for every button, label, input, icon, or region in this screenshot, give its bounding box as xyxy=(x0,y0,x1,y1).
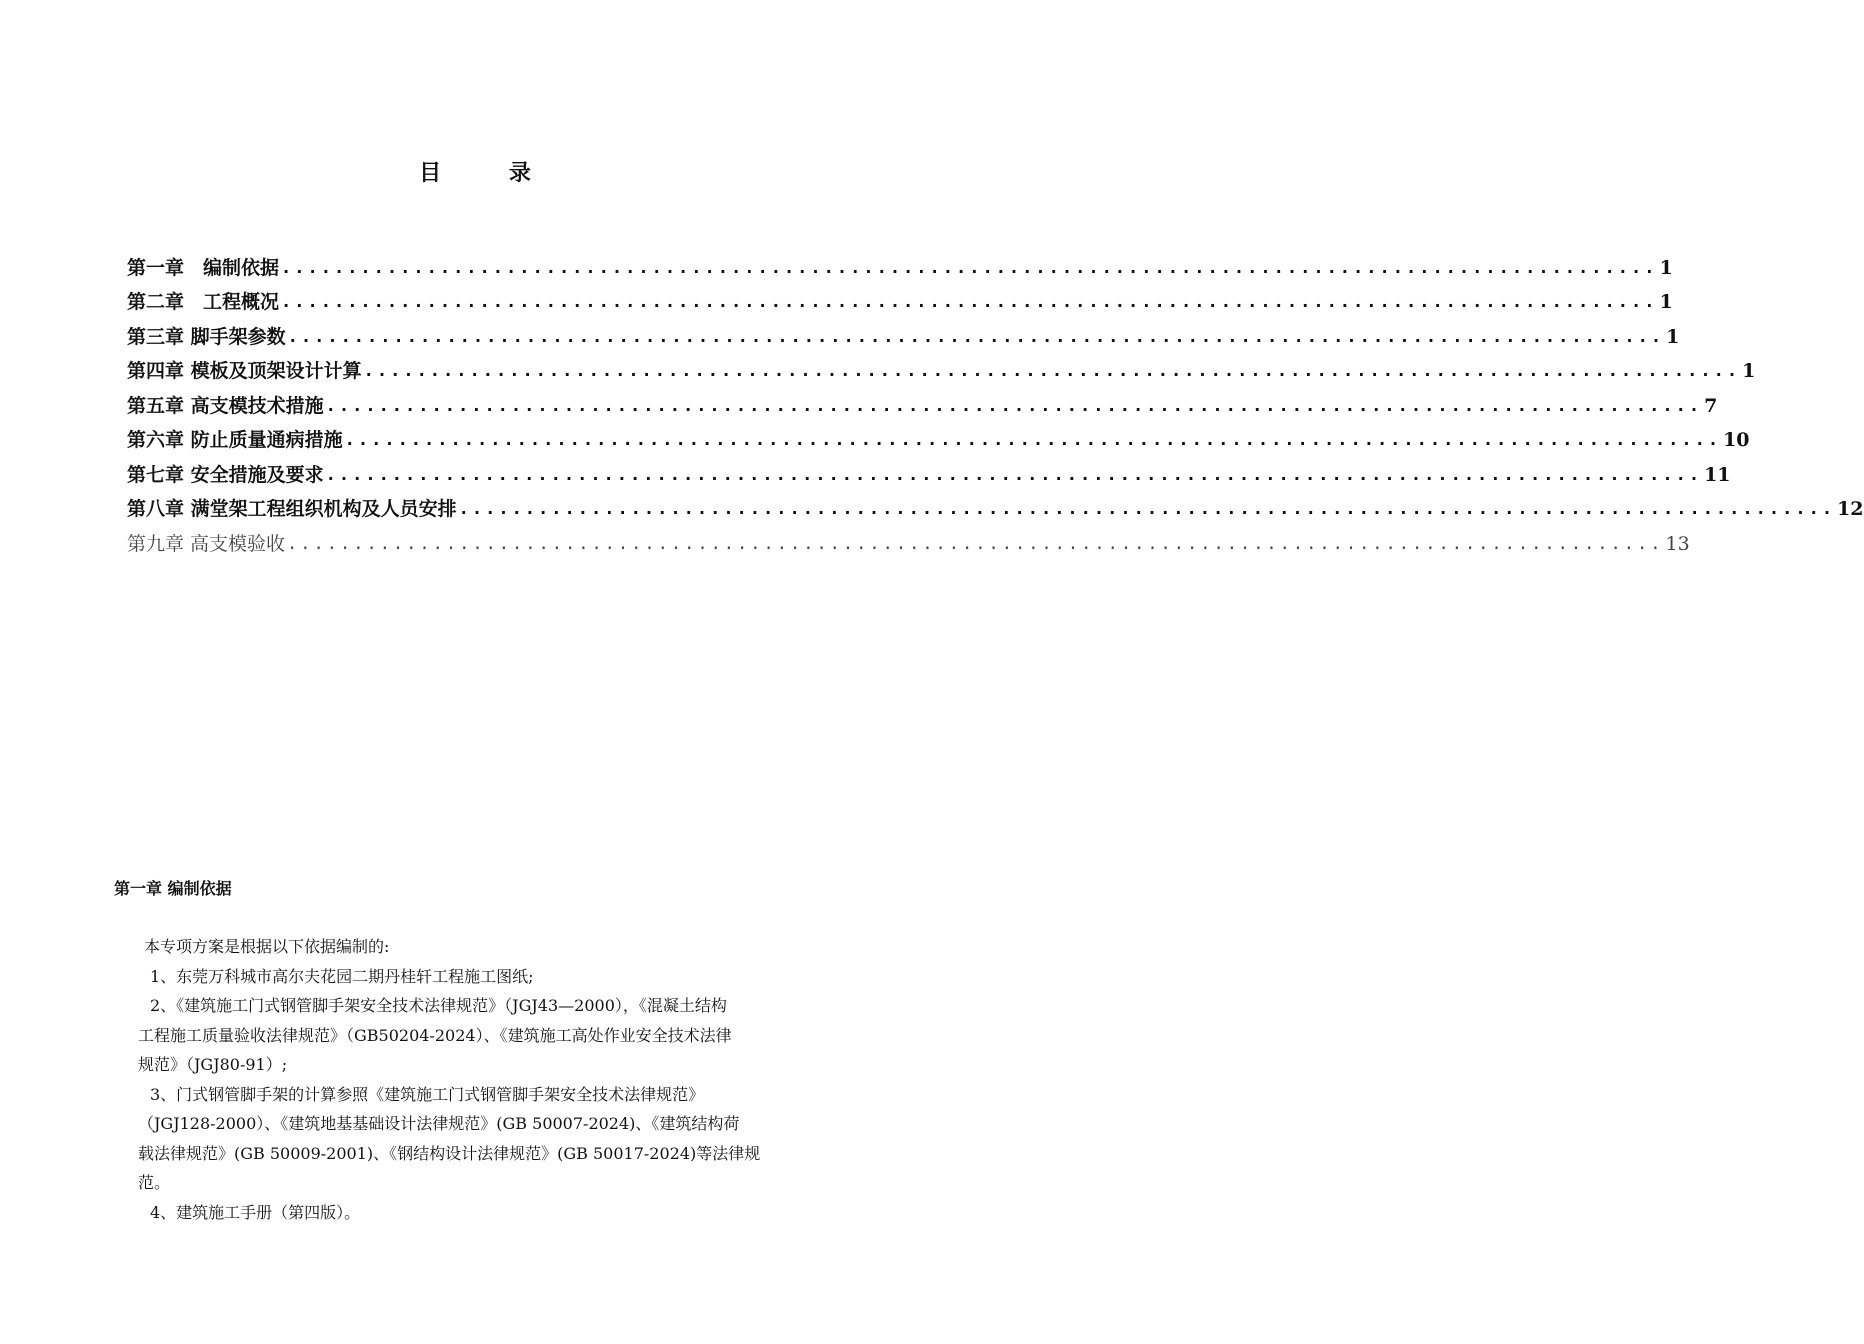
basis-item: 3、门式钢管脚手架的计算参照《建筑施工门式钢管脚手架安全技术法律规范》 xyxy=(150,1084,705,1104)
toc-leader-dots: ........................................................................................................ xyxy=(287,326,1665,347)
toc-entry-label: 第二章 工程概况 xyxy=(127,291,280,313)
toc-leader-dots: ........................................................................................................ xyxy=(325,464,1703,485)
basis-item: 4、建筑施工手册（第四版）。 xyxy=(150,1202,361,1222)
toc-entry-page: 1 xyxy=(1659,291,1673,313)
toc-entry-page: 10 xyxy=(1723,429,1750,451)
basis-item-continuation: 工程施工质量验收法律规范》（GB50204-2024）、《建筑施工高处作业安全技术法律 xyxy=(138,1025,732,1045)
toc-leader-dots: ........................................................................................................ xyxy=(344,430,1722,450)
toc-entry-label: 第一章 编制依据 xyxy=(127,256,280,279)
chapter-heading: 第一章 编制依据 xyxy=(114,879,232,898)
toc-entry-label: 第六章 防止质量通病措施 xyxy=(127,429,343,451)
toc-entry-label: 第四章 模板及顶架设计计算 xyxy=(127,360,362,382)
toc-entry[interactable] xyxy=(127,317,1680,352)
toc-entry-page: 1 xyxy=(1742,360,1756,382)
toc-entry[interactable] xyxy=(127,421,1750,456)
toc-leader-dots: ........................................................................................................ xyxy=(458,499,1836,519)
toc-entry[interactable] xyxy=(127,283,1673,318)
toc-entry[interactable] xyxy=(127,352,1756,387)
toc-entry[interactable] xyxy=(127,386,1718,421)
toc-entry-page: 13 xyxy=(1665,532,1690,555)
toc-entry-page: 7 xyxy=(1704,394,1718,417)
toc-entry-label: 第五章 高支模技术措施 xyxy=(127,394,324,417)
intro-paragraph: 本专项方案是根据以下依据编制的: xyxy=(144,937,390,956)
toc-entry-label: 第七章 安全措施及要求 xyxy=(127,463,324,486)
toc-entry[interactable] xyxy=(127,455,1731,490)
chapter-body xyxy=(138,932,864,1227)
toc-leader-dots: ........................................................................................................ xyxy=(363,361,1741,381)
basis-item-continuation: （JGJ128-2000）、《建筑地基基础设计法律规范》(GB 50007-2024)、《建筑结构荷 xyxy=(138,1114,740,1133)
toc-entry-page: 1 xyxy=(1666,325,1680,348)
basis-item: 1、东莞万科城市高尔夫花园二期丹桂轩工程施工图纸; xyxy=(150,966,534,986)
basis-item-continuation: 载法律规范》(GB 50009-2001)、《钢结构设计法律规范》(GB 50017-2024)等法律规 xyxy=(138,1143,761,1163)
toc-entry-page: 1 xyxy=(1659,256,1673,279)
toc-leader-dots: ........................................................................................................ xyxy=(281,292,1658,312)
basis-item-continuation: 范。 xyxy=(138,1173,171,1192)
basis-item-continuation: 规范》（JGJ80-91）; xyxy=(138,1055,288,1074)
toc-leader-dots: ........................................................................................................ xyxy=(287,533,1664,554)
toc-list xyxy=(127,248,1864,559)
toc-leader-dots: ........................................................................................................ xyxy=(325,395,1703,416)
toc-entry-label: 第九章 高支模验收 xyxy=(127,532,286,555)
toc-entry[interactable] xyxy=(127,248,1673,283)
toc-title: 目 录 xyxy=(419,160,561,186)
toc-entry-page: 11 xyxy=(1704,463,1731,486)
toc-entry-label: 第八章 满堂架工程组织机构及人员安排 xyxy=(127,498,457,520)
toc-entry-page: 12 xyxy=(1837,498,1864,520)
basis-item: 2、《建筑施工门式钢管脚手架安全技术法律规范》（JGJ43—2000），《混凝土结构 xyxy=(150,996,727,1015)
toc-entry[interactable] xyxy=(127,490,1864,525)
toc-leader-dots: ........................................................................................................ xyxy=(281,257,1658,278)
toc-entry[interactable] xyxy=(127,524,1690,559)
toc-entry-label: 第三章 脚手架参数 xyxy=(127,325,286,348)
